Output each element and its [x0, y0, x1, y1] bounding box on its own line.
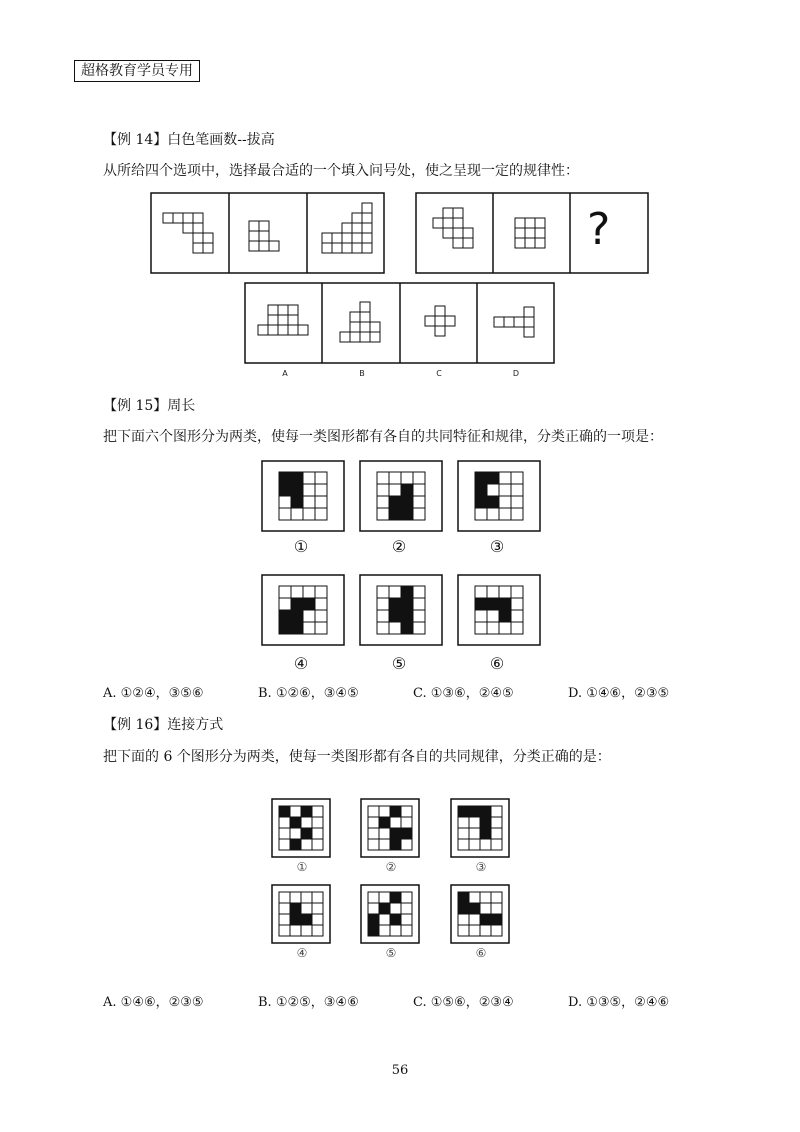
ex15-option-a[interactable]: A. ①②④，③⑤⑥ — [103, 686, 204, 701]
ex14-heading: 【例 14】白色笔画数--拔高 — [103, 132, 275, 148]
ex14-option-label-a: A — [282, 369, 288, 378]
ex14-option-label-b: B — [359, 369, 365, 378]
ex15-figure-label-4: ④ — [293, 654, 309, 673]
ex16-figure-label-1: ① — [296, 860, 308, 874]
ex15-option-c[interactable]: C. ①③⑥，②④⑤ — [413, 686, 514, 701]
ex16-figure-5 — [361, 885, 419, 943]
ex15-figure-label-3: ③ — [489, 537, 505, 556]
ex14-question: 从所给四个选项中，选择最合适的一个填入问号处，使之呈现一定的规律性： — [103, 163, 579, 179]
ex16-figure-2 — [361, 799, 419, 857]
ex15-figure-label-2: ② — [391, 537, 407, 556]
ex16-option-d[interactable]: D. ①③⑤，②④⑥ — [568, 995, 670, 1010]
ex15-heading: 【例 15】周长 — [103, 398, 196, 414]
ex16-figure-label-2: ② — [385, 860, 397, 874]
question-mark: ? — [587, 204, 611, 255]
ex16-figure-3 — [451, 799, 509, 857]
ex16-heading: 【例 16】连接方式 — [103, 717, 224, 733]
ex15-figure-label-1: ① — [293, 537, 309, 556]
ex16-figure-label-6: ⑥ — [475, 946, 487, 960]
ex15-option-b[interactable]: B. ①②⑥，③④⑤ — [258, 686, 359, 701]
ex15-question: 把下面六个图形分为两类，使每一类图形都有各自的共同特征和规律，分类正确的一项是： — [103, 429, 663, 445]
page-number: 56 — [391, 1063, 409, 1078]
ex16-figure-label-5: ⑤ — [385, 946, 397, 960]
ex16-option-b[interactable]: B. ①②⑤，③④⑥ — [258, 995, 359, 1010]
ex16-figure-label-3: ③ — [475, 860, 487, 874]
ex15-figure-label-6: ⑥ — [489, 654, 505, 673]
ex15-figure-label-5: ⑤ — [391, 654, 407, 673]
ex16-figure-label-4: ④ — [296, 946, 308, 960]
header-stamp: 超格教育学员专用 — [74, 60, 200, 82]
ex16-figure-4 — [272, 885, 330, 943]
ex16-figure-6 — [451, 885, 509, 943]
ex16-figure-1 — [272, 799, 330, 857]
ex16-option-a[interactable]: A. ①④⑥，②③⑤ — [103, 995, 204, 1010]
ex16-question: 把下面的 6 个图形分为两类，使每一类图形都有各自的共同规律，分类正确的是： — [103, 749, 611, 765]
ex15-option-d[interactable]: D. ①④⑥，②③⑤ — [568, 686, 670, 701]
ex16-option-c[interactable]: C. ①⑤⑥，②③④ — [413, 995, 514, 1010]
ex14-option-label-c: C — [436, 369, 442, 378]
ex14-option-label-d: D — [512, 369, 520, 378]
